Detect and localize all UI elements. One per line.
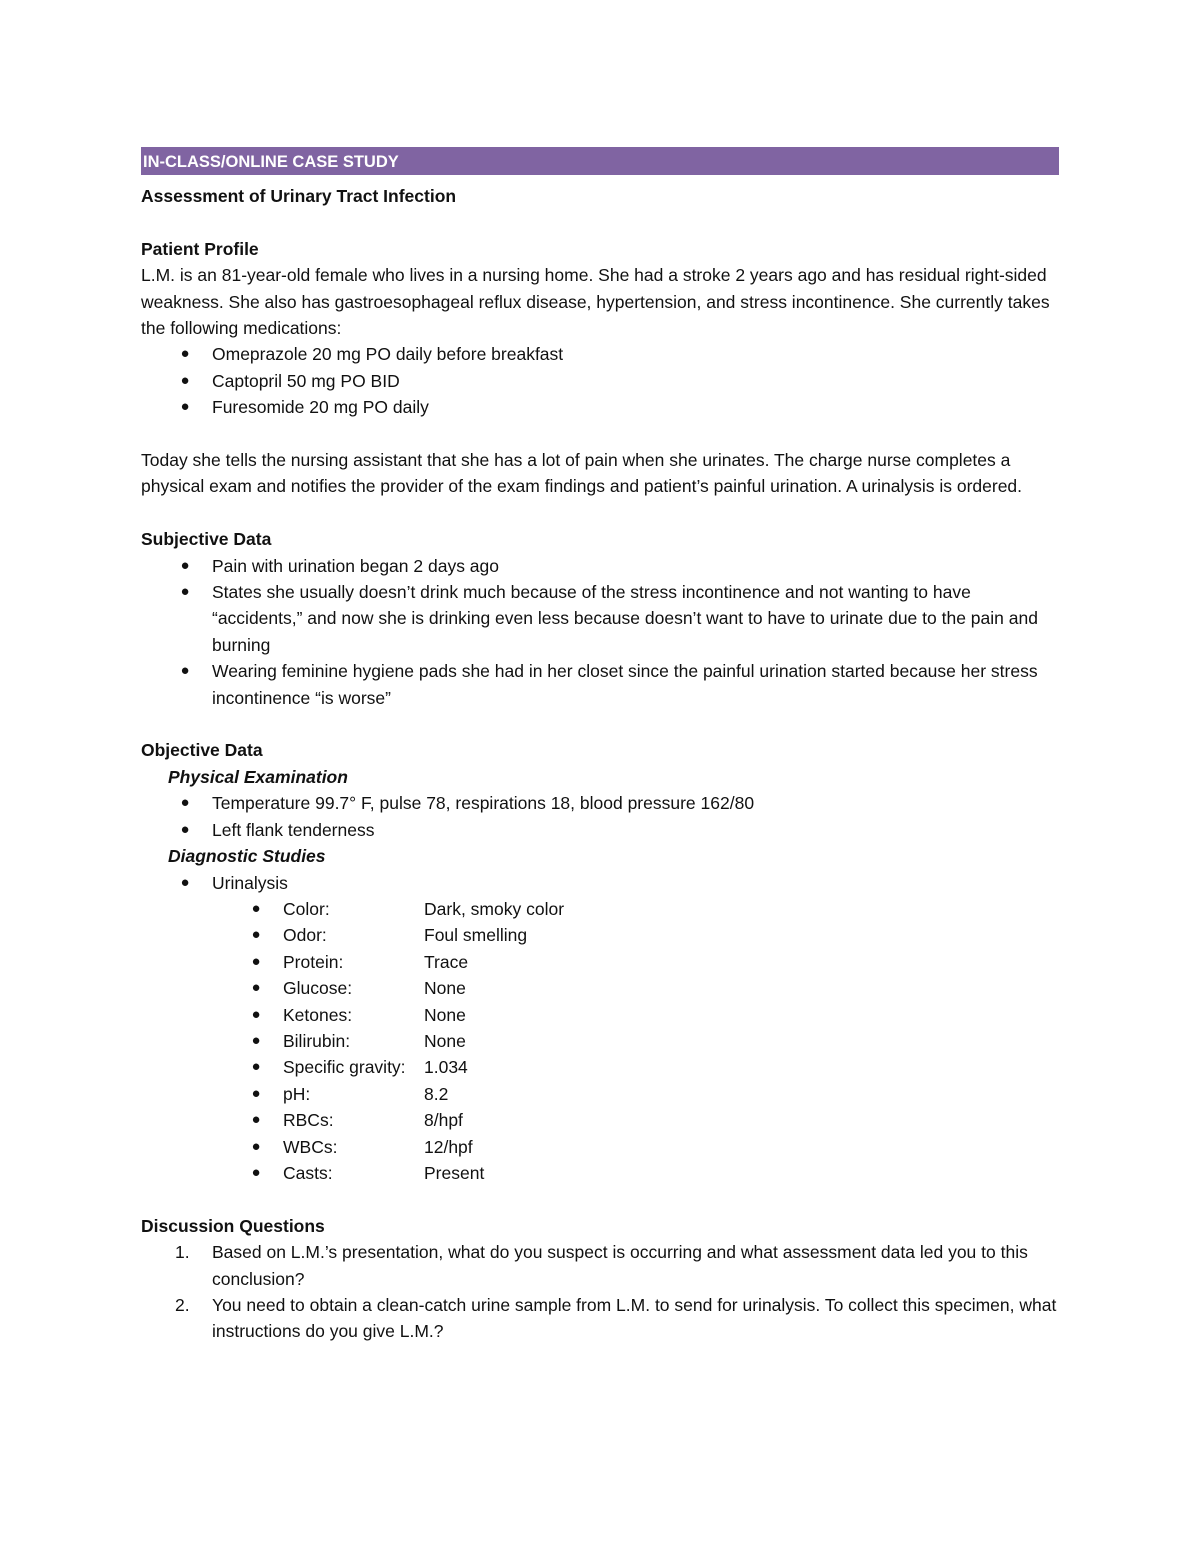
medication-item: ● Captopril 50 mg PO BID: [141, 368, 1059, 394]
bullet-icon: ●: [251, 1058, 261, 1076]
urinalysis-item: ● Urinalysis: [141, 870, 1059, 896]
diagnostic-studies-heading: Diagnostic Studies: [168, 846, 326, 867]
bullet-icon: ●: [180, 794, 190, 812]
physical-exam-heading: Physical Examination: [168, 766, 348, 787]
bullet-icon: ●: [251, 1084, 261, 1102]
discussion-question: 1. Based on L.M.’s presentation, what do you suspect is occurring and what assessment data led you to this conclusion?: [141, 1239, 1059, 1292]
subjective-list: [141, 553, 1059, 711]
bullet-icon: ●: [251, 1137, 261, 1155]
bullet-icon: ●: [180, 820, 190, 838]
urinalysis-result: ● Protein: Trace: [141, 949, 1059, 975]
urinalysis-result: ● pH: 8.2: [141, 1081, 1059, 1107]
bullet-icon: ●: [180, 371, 190, 389]
urinalysis-result: ● Odor: Foul smelling: [141, 922, 1059, 948]
urinalysis-result: ● Specific gravity: 1.034: [141, 1054, 1059, 1080]
subjective-item: ● Pain with urination began 2 days ago: [141, 553, 1059, 579]
document-content: [141, 147, 1059, 1345]
bullet-icon: ●: [251, 1111, 261, 1129]
physical-exam-item: ● Left flank tenderness: [141, 817, 1059, 843]
physical-exam-list: [141, 790, 1059, 843]
document-title: Assessment of Urinary Tract Infection: [141, 186, 457, 206]
subjective-heading: Subjective Data: [141, 529, 272, 550]
question-number: 1.: [175, 1242, 190, 1263]
patient-profile-heading: Patient Profile: [141, 238, 259, 259]
urinalysis-result: ● Bilirubin: None: [141, 1028, 1059, 1054]
bullet-icon: ●: [251, 1005, 261, 1023]
bullet-icon: ●: [251, 952, 261, 970]
urinalysis-result: ● RBCs: 8/hpf: [141, 1107, 1059, 1133]
bullet-icon: ●: [251, 899, 261, 917]
bullet-icon: ●: [251, 1031, 261, 1049]
bullet-icon: ●: [180, 556, 190, 574]
medication-item: ● Furesomide 20 mg PO daily: [141, 394, 1059, 420]
patient-profile-text: L.M. is an 81-year-old female who lives in a nursing home. She had a stroke 2 years ago and has residual right-sided weakness. She also has gastroesophageal reflux disease, hypertension, and stress incontinence. She currently takes the following medications:: [141, 265, 1050, 339]
diagnostic-list: [141, 870, 1059, 896]
discussion-question: 2. You need to obtain a clean-catch urine sample from L.M. to send for urinalysis. To collect this specimen, what instructions do you give L.M.?: [141, 1292, 1059, 1345]
discussion-questions-list: [141, 1239, 1059, 1345]
subjective-item: ● States she usually doesn’t drink much because of the stress incontinence and not wanting to have “accidents,” and now she is drinking even less because doesn’t want to have to urinate due to the pain and burning: [141, 579, 1059, 658]
urinalysis-result: ● Color: Dark, smoky color: [141, 896, 1059, 922]
urinalysis-results-list: [141, 896, 1059, 1186]
bullet-icon: ●: [180, 873, 190, 891]
urinalysis-result: ● Casts: Present: [141, 1160, 1059, 1186]
bullet-icon: ●: [251, 979, 261, 997]
bullet-icon: ●: [251, 1163, 261, 1181]
bullet-icon: ●: [180, 662, 190, 680]
urinalysis-result: ● WBCs: 12/hpf: [141, 1134, 1059, 1160]
bullet-icon: ●: [180, 583, 190, 601]
objective-heading: Objective Data: [141, 740, 263, 761]
question-number: 2.: [175, 1294, 190, 1315]
urinalysis-result: ● Glucose: None: [141, 975, 1059, 1001]
discussion-heading: Discussion Questions: [141, 1215, 325, 1236]
bullet-icon: ●: [180, 345, 190, 363]
physical-exam-item: ● Temperature 99.7° F, pulse 78, respirations 18, blood pressure 162/80: [141, 790, 1059, 816]
case-study-banner: IN-CLASS/ONLINE CASE STUDY: [141, 147, 1059, 175]
urinalysis-result: ● Ketones: None: [141, 1002, 1059, 1028]
medication-item: ● Omeprazole 20 mg PO daily before breakfast: [141, 341, 1059, 367]
narrative-paragraph: Today she tells the nursing assistant that she has a lot of pain when she urinates. The charge nurse completes a physical exam and notifies the provider of the exam findings and patient’s painful urination. A urinalysis is ordered.: [141, 450, 1023, 497]
medication-list: [141, 341, 1059, 420]
bullet-icon: ●: [180, 398, 190, 416]
subjective-item: ● Wearing feminine hygiene pads she had in her closet since the painful urination started because her stress incontinence “is worse”: [141, 658, 1059, 711]
bullet-icon: ●: [251, 926, 261, 944]
